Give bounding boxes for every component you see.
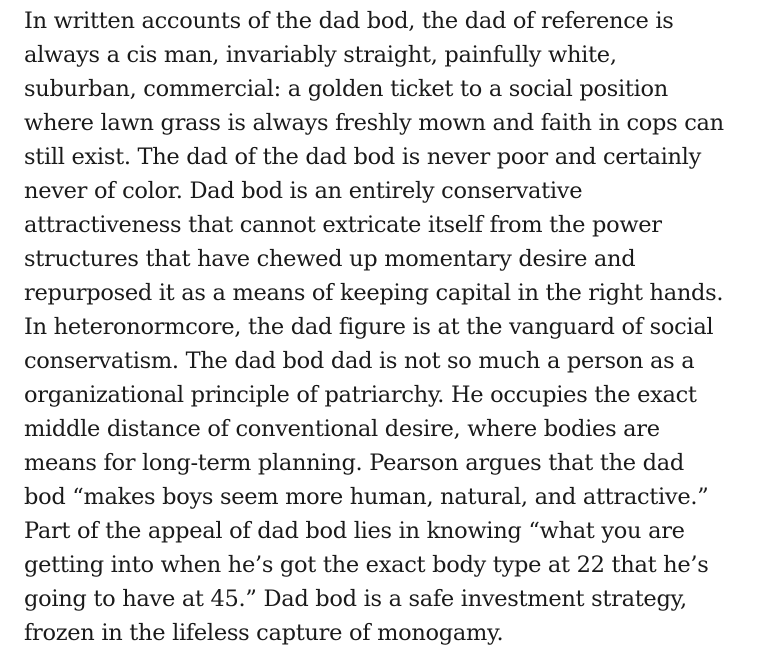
paragraph-line-9: repurposed it as a means of keeping capital in the right hands. bbox=[24, 280, 724, 306]
paragraph-line-10: In heteronormcore, the dad figure is at the vanguard of social bbox=[24, 314, 714, 340]
paragraph-line-8: structures that have chewed up momentary desire and bbox=[24, 246, 636, 272]
paragraph-line-16: Part of the appeal of dad bod lies in knowing “what you are bbox=[24, 518, 685, 544]
paragraph-line-19: frozen in the lifeless capture of monogamy. bbox=[24, 620, 504, 646]
paragraph-line-6: never of color. Dad bod is an entirely conservative bbox=[24, 178, 583, 204]
paragraph-line-11: conservatism. The dad bod dad is not so much a person as a bbox=[24, 348, 695, 374]
paragraph-line-7: attractiveness that cannot extricate itself from the power bbox=[24, 212, 662, 238]
paragraph-line-1: In written accounts of the dad bod, the dad of reference is bbox=[24, 8, 674, 34]
paragraph-line-13: middle distance of conventional desire, where bodies are bbox=[24, 416, 660, 442]
paragraph-line-17: getting into when he’s got the exact body type at 22 that he’s bbox=[24, 552, 709, 578]
paragraph-line-3: suburban, commercial: a golden ticket to a social position bbox=[24, 76, 668, 102]
paragraph-line-18: going to have at 45.” Dad bod is a safe investment strategy, bbox=[24, 586, 687, 612]
paragraph-line-5: still exist. The dad of the dad bod is never poor and certainly bbox=[24, 144, 701, 170]
paragraph-line-12: organizational principle of patriarchy. He occupies the exact bbox=[24, 382, 697, 408]
paragraph-line-4: where lawn grass is always freshly mown and faith in cops can bbox=[24, 110, 724, 136]
article-paragraph bbox=[24, 4, 749, 650]
paragraph-line-14: means for long-term planning. Pearson argues that the dad bbox=[24, 450, 684, 476]
paragraph-line-2: always a cis man, invariably straight, painfully white, bbox=[24, 42, 617, 68]
paragraph-line-15: bod “makes boys seem more human, natural, and attractive.” bbox=[24, 484, 709, 510]
